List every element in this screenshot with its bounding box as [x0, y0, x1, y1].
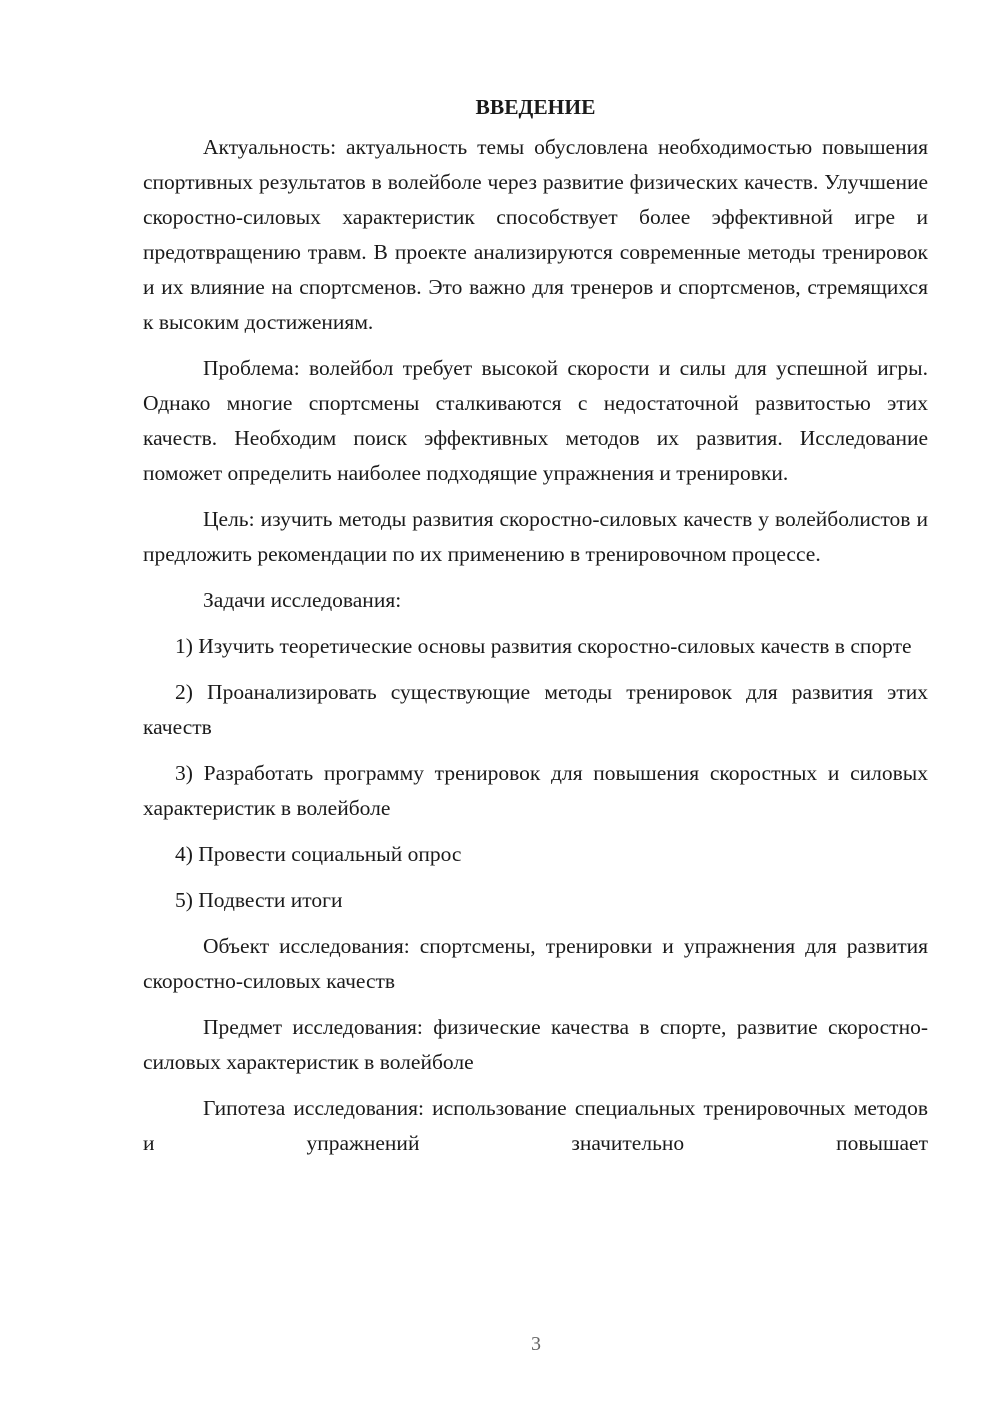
- paragraph-relevance: Актуальность: актуальность темы обусловлена необходимостью повышения спортивных результатов в волейболе через развитие физических качеств. Улучшение скоростно-силовых характеристик способствует более эффективной игре и предотвращению травм. В проекте анализируются современные методы тренировок и их влияние на спортсменов. Это важно для тренеров и спортсменов, стремящихся к высоким достижениям.: [143, 135, 928, 334]
- task-item-5: 5) Подвести итоги: [175, 888, 343, 912]
- task-item-1: 1) Изучить теоретические основы развития скоростно-силовых качеств в спорте: [175, 634, 912, 658]
- task-item-3: 3) Разработать программу тренировок для повышения скоростных и силовых характеристик в волейболе: [143, 761, 928, 820]
- page-title: ВВЕДЕНИЕ: [475, 95, 596, 119]
- document-page: [143, 90, 928, 1172]
- paragraph-problem: Проблема: волейбол требует высокой скорости и силы для успешной игры. Однако многие спортсмены сталкиваются с недостаточной развитостью этих качеств. Необходим поиск эффективных методов их развития. Исследование поможет определить наиболее подходящие упражнения и тренировки.: [143, 356, 928, 485]
- page-number: 3: [531, 1333, 541, 1355]
- paragraph-tasks-heading: Задачи исследования:: [203, 588, 402, 612]
- task-item-2: 2) Проанализировать существующие методы тренировок для развития этих качеств: [143, 680, 928, 739]
- paragraph-hypothesis: Гипотеза исследования: использование специальных тренировочных методов и упражнений значительно повышает: [143, 1096, 928, 1155]
- paragraph-object: Объект исследования: спортсмены, тренировки и упражнения для развития скоростно-силовых качеств: [143, 934, 928, 993]
- paragraph-goal: Цель: изучить методы развития скоростно-силовых качеств у волейболистов и предложить рекомендации по их применению в тренировочном процессе.: [143, 507, 928, 566]
- paragraph-subject: Предмет исследования: физические качества в спорте, развитие скоростно-силовых характеристик в волейболе: [143, 1015, 928, 1074]
- task-item-4: 4) Провести социальный опрос: [175, 842, 462, 866]
